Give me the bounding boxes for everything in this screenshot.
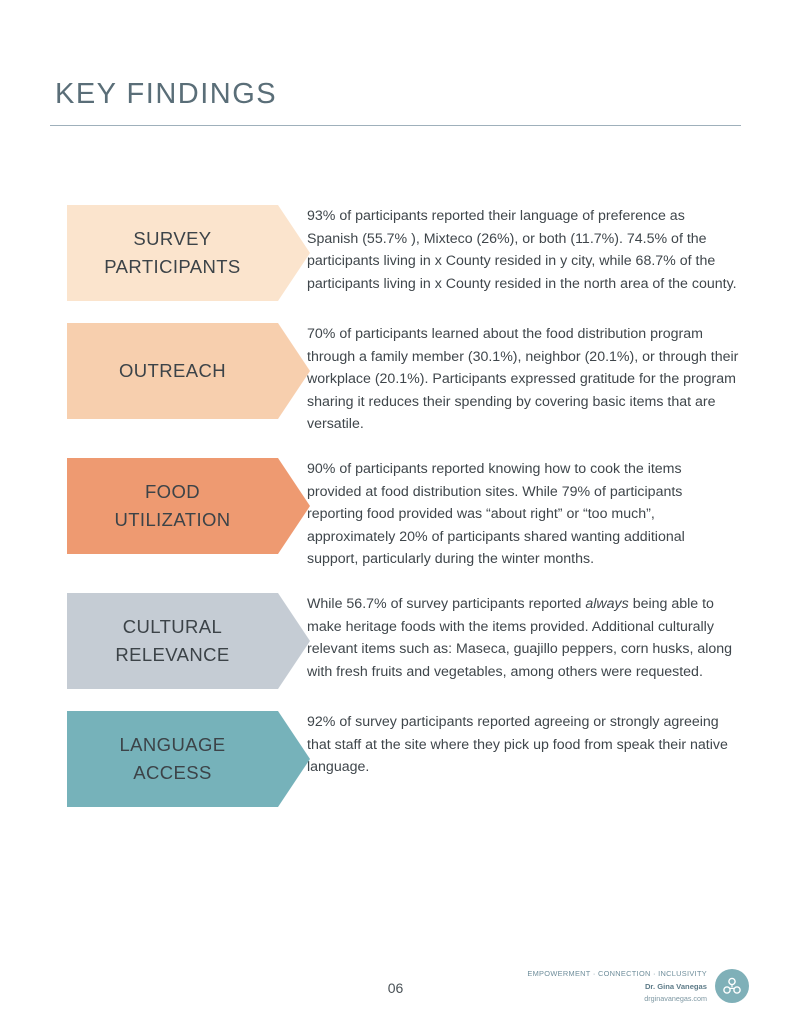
banner-label-line1: OUTREACH [118,360,226,381]
footer-tagline: EMPOWERMENT · CONNECTION · INCLUSIVITY [527,969,707,978]
finding-row [0,593,791,689]
finding-banner-label [119,357,226,385]
finding-body-text: 93% of participants reported their language of preference as Spanish (55.7% ), Mixteco (26%), or both (11.7%). 74.5% of the participants living in x County resided in y city, while 68.7% of the participants living in x County resided in the north area of the county. [307,208,737,292]
banner-label-line2: PARTICIPANTS [104,256,241,277]
finding-banner-food-utilization [67,458,278,554]
finding-row [0,711,791,807]
banner-arrow-tip [278,205,310,301]
finding-banner-language-access [67,711,278,807]
finding-body-text [307,593,791,683]
footer-name: Dr. Gina Vanegas [644,982,707,991]
finding-banner-label [104,225,240,281]
finding-row [0,323,791,436]
title-divider [50,125,741,126]
finding-banner-outreach [67,323,278,419]
banner-arrow-tip [278,593,310,689]
banner-label-line1: SURVEY [133,228,212,249]
finding-banner-label [119,731,225,787]
banner-wrap [67,323,307,419]
banner-arrow-tip [278,323,310,419]
banner-arrow-tip [278,458,310,554]
banner-label-line2: RELEVANCE [115,643,230,665]
finding-text-emphasis: always [585,595,629,612]
finding-body-text: 70% of participants learned about the food distribution program through a family member (30.1%), neighbor (20.1%), or through their workplace (20.1%). Participants expressed gratitude for the program sharing it reduces their spending by covering basic items that are versatile. [307,326,739,433]
banner-arrow-tip [278,711,310,807]
banner-label-line2: ACCESS [133,761,212,783]
finding-body-text: 92% of survey participants reported agreeing or strongly agreeing that staff at the site where they pick up food from speak their native language. [307,713,728,776]
finding-body-text: 90% of participants reported knowing how to cook the items provided at food distribution sites. While 79% of participants reporting food provided was “about right” or “too much”, approximately 20% of participants shared wanting additional support, particularly during the winter months. [307,460,685,568]
footer-brand [527,968,749,1004]
finding-row [0,458,791,571]
page-title: KEY FINDINGS [55,78,278,110]
footer-brand-text [527,968,707,1004]
finding-banner-label [114,478,230,534]
finding-banner-label [115,613,229,669]
finding-banner-survey-participants [67,205,278,301]
finding-row [0,205,791,301]
banner-label-line1: FOOD [144,480,201,502]
page-number: 06 [387,980,404,996]
finding-text-pre: While 56.7% of survey participants reported [307,595,586,612]
finding-banner-cultural-relevance [67,593,278,689]
banner-wrap [67,205,307,301]
banner-label-line2: UTILIZATION [114,508,231,530]
banner-label-line1: CULTURAL [122,615,223,637]
finding-text-post: being able to make heritage foods with the items provided. Additional culturally relevant items such as: Maseca, guajillo peppers, corn husks, along with fresh fruits and vegetables, among others were requested. [307,595,733,680]
banner-label-line1: LANGUAGE [119,733,226,755]
footer-website[interactable]: drginavanegas.com [644,994,707,1003]
banner-wrap [67,593,307,689]
brand-logo-icon [715,969,749,1003]
banner-wrap [67,711,307,807]
banner-wrap [67,458,307,554]
findings-list [0,205,791,829]
